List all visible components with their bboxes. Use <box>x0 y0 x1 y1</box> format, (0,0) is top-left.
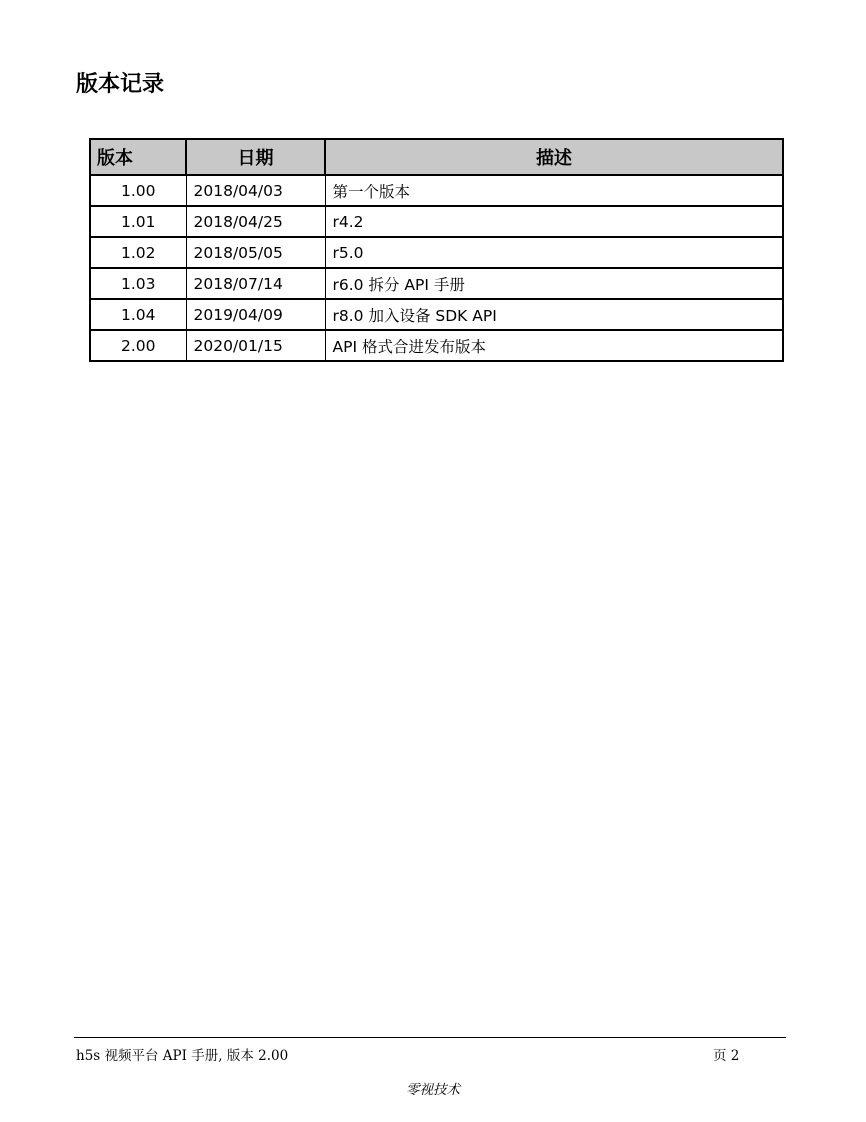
table-row <box>90 299 783 330</box>
table-row <box>90 237 783 268</box>
cell-date: 2020/01/15 <box>186 330 325 361</box>
cell-date: 2018/05/05 <box>186 237 325 268</box>
footer-document-title: h5s 视频平台 API 手册, 版本 2.00 <box>76 1048 289 1064</box>
cell-date: 2019/04/09 <box>186 299 325 330</box>
footer-divider <box>74 1037 786 1038</box>
footer-company: 零视技术 <box>406 1082 460 1098</box>
cell-version: 1.00 <box>90 175 186 206</box>
cell-version: 1.01 <box>90 206 186 237</box>
header-description: 描述 <box>325 139 783 175</box>
header-version: 版本 <box>90 139 186 175</box>
version-history-table <box>89 138 784 362</box>
cell-description: r5.0 <box>325 237 783 268</box>
cell-date: 2018/04/25 <box>186 206 325 237</box>
header-date: 日期 <box>186 139 325 175</box>
cell-description: r8.0 加入设备 SDK API <box>325 299 783 330</box>
cell-description: API 格式合进发布版本 <box>325 330 783 361</box>
table-row <box>90 330 783 361</box>
cell-description: r6.0 拆分 API 手册 <box>325 268 783 299</box>
footer-page-number: 页 2 <box>713 1048 740 1064</box>
table-header-row <box>90 139 783 175</box>
cell-description: r4.2 <box>325 206 783 237</box>
cell-date: 2018/04/03 <box>186 175 325 206</box>
table-row <box>90 175 783 206</box>
cell-version: 2.00 <box>90 330 186 361</box>
cell-version: 1.04 <box>90 299 186 330</box>
cell-version: 1.03 <box>90 268 186 299</box>
page-title: 版本记录 <box>76 72 165 97</box>
cell-date: 2018/07/14 <box>186 268 325 299</box>
cell-description: 第一个版本 <box>325 175 783 206</box>
table-row <box>90 206 783 237</box>
cell-version: 1.02 <box>90 237 186 268</box>
table-row <box>90 268 783 299</box>
